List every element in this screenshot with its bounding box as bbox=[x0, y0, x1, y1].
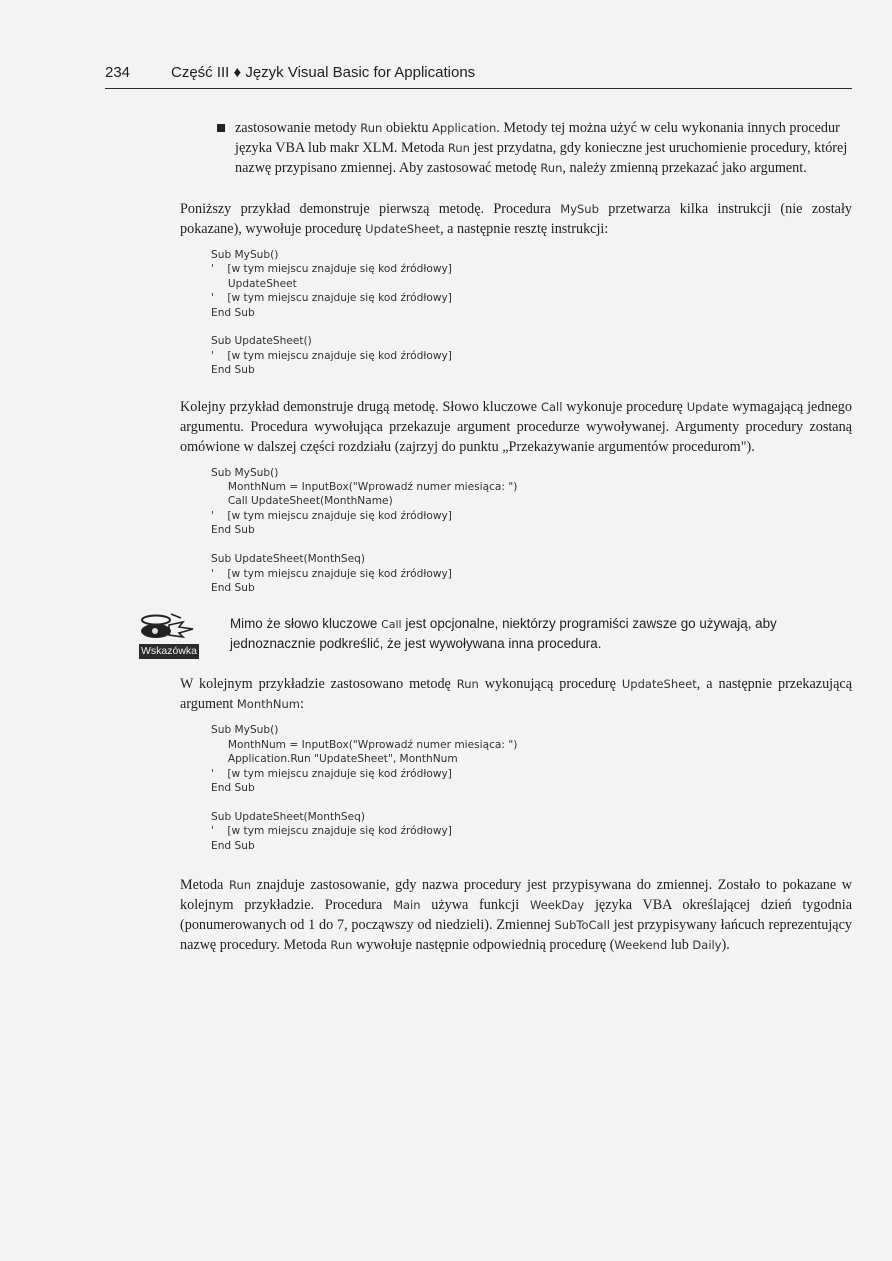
code-block-third-example: Sub MySub() MonthNum = InputBox("Wprowadź numer miesiąca: ") Application.Run "UpdateSheet", MonthNum ' [w tym miejscu znajduje się kod źródłowy] End Sub Sub UpdateSheet(MonthSeq) ' [w tym miejscu znajduje się kod źródłowy] End Sub bbox=[211, 724, 518, 852]
paragraph-third-example: W kolejnym przykładzie zastosowano metodę Run wykonującą procedurę UpdateSheet, a następnie przekazującą argument MonthNum: bbox=[180, 676, 853, 713]
paragraph-first-method: Poniższy przykład demonstruje pierwszą metodę. Procedura MySub przetwarza kilka instrukcji (nie zostały pokazane), wywołuje procedurę UpdateSheet, a następnie resztę instrukcji: bbox=[180, 201, 852, 237]
code-block-first-example: Sub MySub() ' [w tym miejscu znajduje się kod źródłowy] UpdateSheet ' [w tym miejscu znajduje się kod źródłowy] End Sub Sub UpdateSheet() ' [w tym miejscu znajduje się kod źródłowy] End Sub bbox=[211, 249, 452, 377]
paragraph-run-explanation: Metoda Run znajduje zastosowanie, gdy nazwa procedury jest przypisywana do zmiennej. Zostało to pokazane w kolejnym przykładzie. Procedura Main używa funkcji WeekDay języka VBA określającej dzień tygodnia (ponumerowanych od 1 do 7, począwszy od niedzieli). Zmiennej SubToCall jest przypisywany łańcuch reprezentujący nazwę procedury. Metoda Run wywołuje następnie odpowiednią procedurę (Weekend lub Daily). bbox=[180, 876, 853, 953]
page-content bbox=[140, 118, 853, 955]
hand-pointer-icon bbox=[139, 610, 203, 646]
bullet-square-icon bbox=[217, 124, 225, 132]
page-header bbox=[105, 62, 852, 89]
code-block-second-example: Sub MySub() MonthNum = InputBox("Wprowadź numer miesiąca: ") Call UpdateSheet(MonthName) ' [w tym miejscu znajduje się kod źródłowy] End Sub Sub UpdateSheet(MonthSeq) ' [w tym miejscu znajduje się kod źródłowy] End Sub bbox=[211, 466, 518, 594]
tip-label: Wskazówka bbox=[140, 645, 197, 658]
tip-icon bbox=[139, 610, 203, 666]
running-title: Część III ♦ Język Visual Basic for Applications bbox=[171, 64, 476, 81]
tip-box bbox=[140, 614, 852, 658]
bullet-item-run-method: zastosowanie metody Run obiektu Application. Metody tej można użyć w celu wykonania innych procedur języka VBA lub makr XLM. Metoda Run jest przydatna, gdy konieczne jest uruchomienie procedury, której nazwę przypisano zmiennej. Aby zastosować metodę Run, należy zmienną przekazać jako argument. bbox=[205, 118, 852, 178]
page-number: 234 bbox=[105, 64, 131, 81]
paragraph-second-method: Kolejny przykład demonstruje drugą metodę. Słowo kluczowe Call wykonuje procedurę Update wymagającą jednego argumentu. Procedura wywołująca przekazuje argument procedurze wywoływanej. Argumenty procedury zostaną omówione w dalszej części rozdziału (zajrzyj do punktu „Przekazywanie argumentów procedurom"). bbox=[180, 398, 852, 455]
tip-text: Mimo że słowo kluczowe Call jest opcjonalne, niektórzy programiści zawsze go używają, aby jednoznacznie podkreślić, że jest wywoływana inna procedura. bbox=[230, 616, 777, 652]
